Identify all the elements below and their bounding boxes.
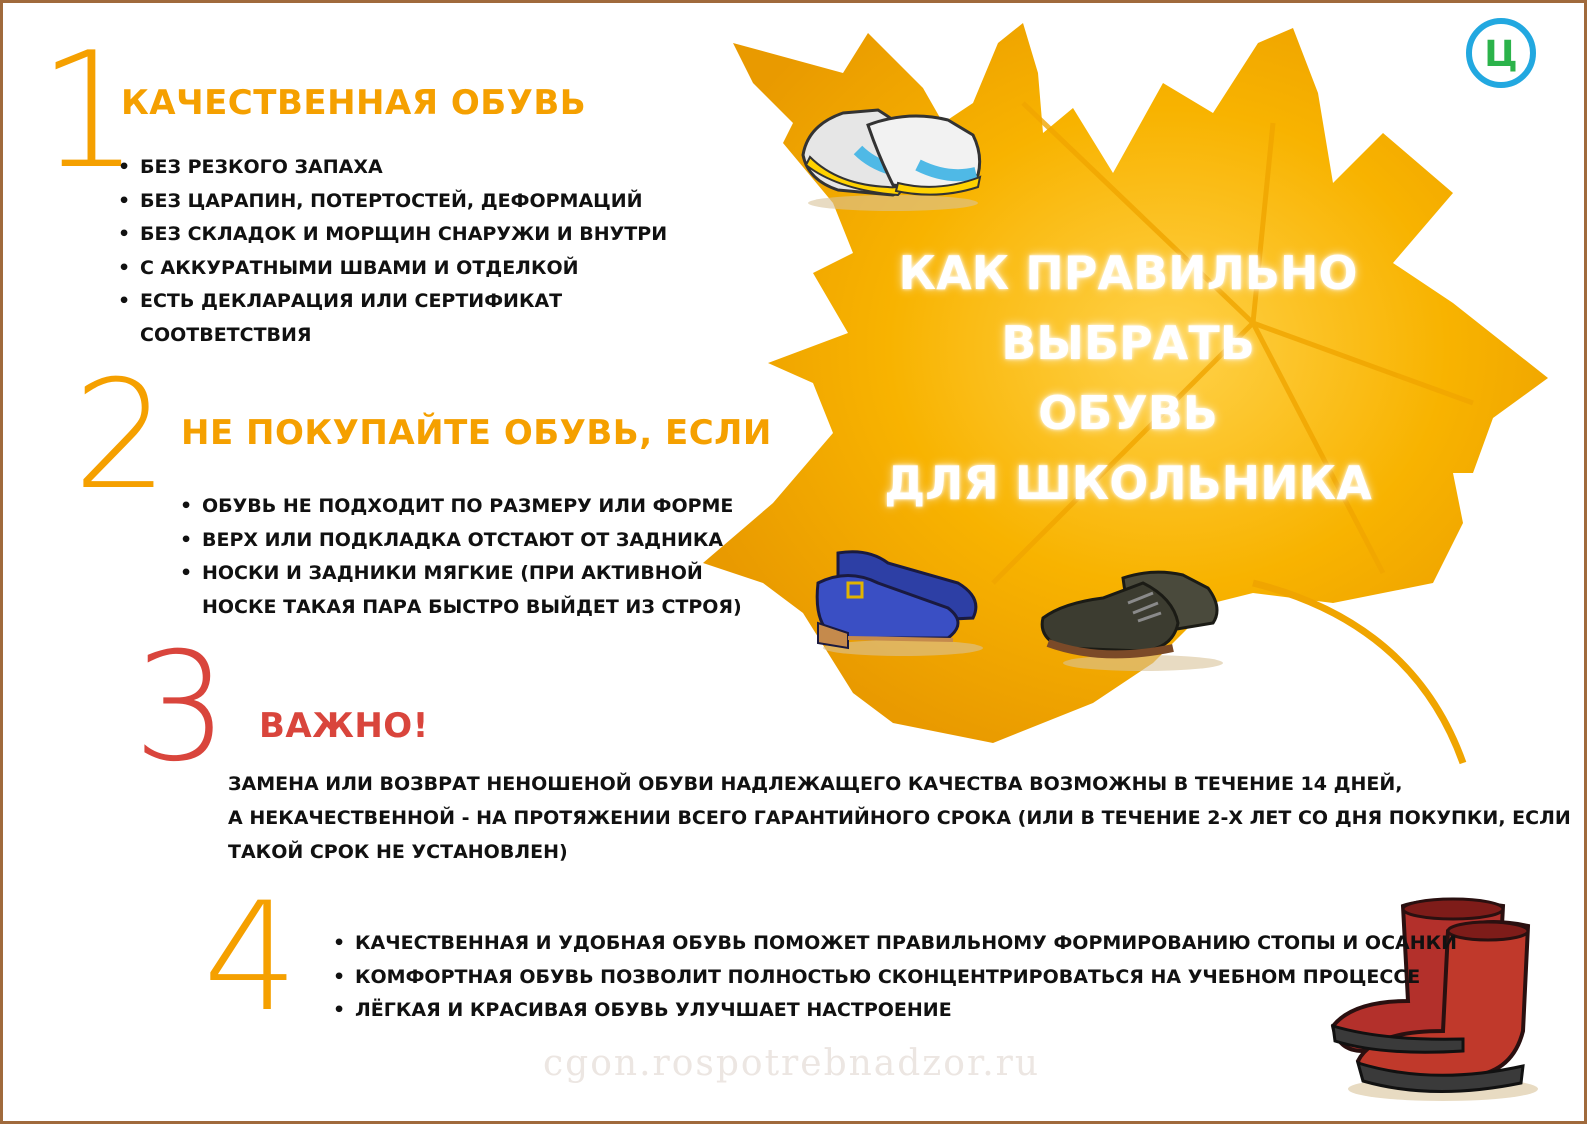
section-2-number: 2 [73,349,169,523]
title-line: ВЫБРАТЬ [1001,316,1255,370]
boys-shoes-icon [1033,563,1228,673]
section-2-list [180,490,742,624]
important-text [228,767,1571,869]
list-item: • БЕЗ СКЛАДОК И МОРЩИН СНАРУЖИ И ВНУТРИ [118,218,667,252]
list-item: • КОМФОРТНАЯ ОБУВЬ ПОЗВОЛИТ ПОЛНОСТЬЮ СКОНЦЕНТРИРОВАТЬСЯ НА УЧЕБНОМ ПРОЦЕССЕ [333,961,1457,995]
important-line: А НЕКАЧЕСТВЕННОЙ - НА ПРОТЯЖЕНИИ ВСЕГО ГАРАНТИЙНОГО СРОКА (ИЛИ В ТЕЧЕНИЕ 2-Х ЛЕТ СО ДНЯ ПОКУПКИ, ЕСЛИ [228,807,1571,829]
list-item: • БЕЗ ЦАРАПИН, ПОТЕРТОСТЕЙ, ДЕФОРМАЦИЙ [118,185,667,219]
list-item: • НОСКИ И ЗАДНИКИ МЯГКИЕ (ПРИ АКТИВНОЙ [180,557,742,591]
list-item: • С АККУРАТНЫМИ ШВАМИ И ОТДЕЛКОЙ [118,252,667,286]
list-item-continuation: НОСКЕ ТАКАЯ ПАРА БЫСТРО ВЫЙДЕТ ИЗ СТРОЯ) [202,595,742,618]
list-item: • ЛЁГКАЯ И КРАСИВАЯ ОБУВЬ УЛУЧШАЕТ НАСТРОЕНИЕ [333,994,1457,1028]
rospotrebnadzor-logo [1465,17,1537,89]
watermark: cgon.rospotrebnadzor.ru [543,1043,1041,1084]
list-item: • ОБУВЬ НЕ ПОДХОДИТ ПО РАЗМЕРУ ИЛИ ФОРМЕ [180,490,742,524]
sneakers-icon [798,95,988,215]
section-1-list [118,151,667,352]
list-item: • КАЧЕСТВЕННАЯ И УДОБНАЯ ОБУВЬ ПОМОЖЕТ ПРАВИЛЬНОМУ ФОРМИРОВАНИЮ СТОПЫ И ОСАНКИ [333,927,1457,961]
section-4-number: 4 [203,871,299,1045]
section-3-number: 3 [133,621,229,795]
svg-text:Ц: Ц [1484,34,1518,75]
girls-shoes-icon [808,543,988,658]
section-1-heading: КАЧЕСТВЕННАЯ ОБУВЬ [121,83,587,123]
title-line: КАК ПРАВИЛЬНО [898,246,1358,300]
section-3-heading: ВАЖНО! [259,706,429,746]
list-item: • ЕСТЬ ДЕКЛАРАЦИЯ ИЛИ СЕРТИФИКАТ [118,285,667,319]
list-item: • ВЕРХ ИЛИ ПОДКЛАДКА ОТСТАЮТ ОТ ЗАДНИКА [180,524,742,558]
section-2-heading: НЕ ПОКУПАЙТЕ ОБУВЬ, ЕСЛИ [181,413,772,453]
title-line: ДЛЯ ШКОЛЬНИКА [884,456,1372,510]
list-item-continuation: СООТВЕТСТВИЯ [140,323,312,346]
poster-title [863,238,1393,518]
important-line: ТАКОЙ СРОК НЕ УСТАНОВЛЕН) [228,841,568,863]
list-item: • БЕЗ РЕЗКОГО ЗАПАХА [118,151,667,185]
section-4-list [333,927,1457,1028]
title-line: ОБУВЬ [1038,386,1218,440]
section-1-number: 1 [38,17,140,204]
important-line: ЗАМЕНА ИЛИ ВОЗВРАТ НЕНОШЕНОЙ ОБУВИ НАДЛЕЖАЩЕГО КАЧЕСТВА ВОЗМОЖНЫ В ТЕЧЕНИЕ 14 ДНЕЙ, [228,773,1403,795]
